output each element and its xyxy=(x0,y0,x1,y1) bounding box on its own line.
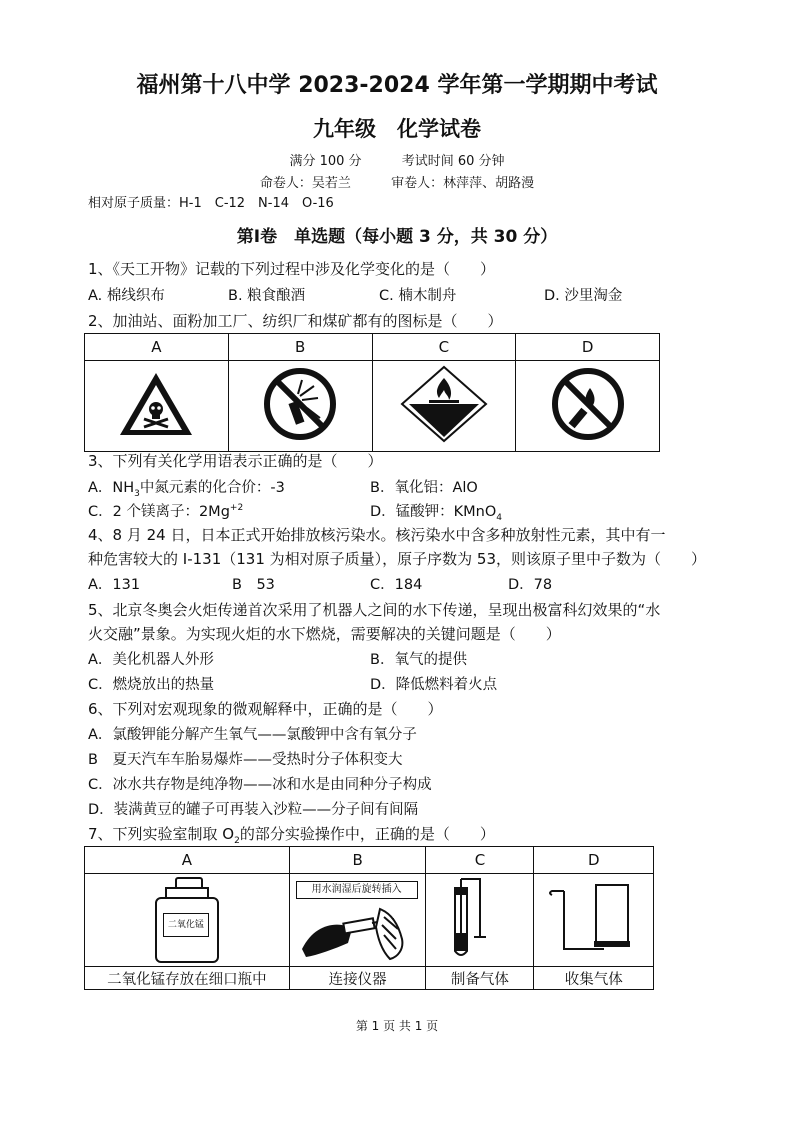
q5-line2: 火交融”景象。为实现火炬的水下燃烧，需要解决的关键问题是（ ） xyxy=(88,625,561,643)
q6-option-b: B 夏天汽车车胎易爆炸——受热时分子体积变大 xyxy=(88,752,403,768)
gas-collection-apparatus-icon xyxy=(544,875,644,961)
no-open-flame-icon xyxy=(550,366,626,442)
q2-cell-d xyxy=(516,361,660,452)
author: 命卷人：吴若兰 xyxy=(259,176,351,191)
q7-caption-c: 制备气体 xyxy=(426,967,534,990)
q7-header-b: B xyxy=(289,847,426,874)
full-score: 满分 100 分 xyxy=(289,154,362,169)
q4-option-b: B 53 xyxy=(232,577,275,593)
q3-option-d: D．锰酸钾：KMnO$_4$ xyxy=(370,504,503,523)
bottle-label: 二氧化锰 xyxy=(163,913,209,937)
q2-header-a: A xyxy=(85,334,229,361)
atomic-mass-line: 相对原子质量：H-1 C-12 N-14 O-16 xyxy=(88,196,334,211)
exam-time: 考试时间 60 分钟 xyxy=(401,154,505,169)
reviewer: 审卷人：林萍萍、胡路漫 xyxy=(391,176,535,191)
section-title: 第Ⅰ卷 单选题（每小题 3 分，共 30 分） xyxy=(236,227,558,247)
q1-option-a: A. 棉线织布 xyxy=(88,288,165,304)
q7-image-b xyxy=(289,874,426,967)
q6-option-c: C．冰水共存物是纯净物——冰和水是由同种分子构成 xyxy=(88,777,432,793)
q7-caption-d: 收集气体 xyxy=(534,967,654,990)
q7-image-c xyxy=(426,874,534,967)
q7-header-a: A xyxy=(85,847,290,874)
q2-cell-a xyxy=(85,361,229,452)
q3-option-a: A．$NH_3$中氮元素的化合价：-3 xyxy=(88,480,285,499)
q7-header-c: C xyxy=(426,847,534,874)
q4-option-c: C．184 xyxy=(370,577,423,593)
q2-header-c: C xyxy=(372,334,516,361)
q7-caption-a: 二氧化锰存放在细口瓶中 xyxy=(85,967,290,990)
q2-icon-table xyxy=(84,333,660,452)
q4-option-a: A．131 xyxy=(88,577,141,593)
q1-stem: 1、《天工开物》记载的下列过程中涉及化学变化的是（ ） xyxy=(88,260,496,278)
toxic-warning-icon xyxy=(116,369,196,439)
q4-line1: 4、8 月 24 日，日本正式开始排放核污染水。核污染水中含多种放射性元素，其中有一 xyxy=(88,526,666,544)
corrosive-diamond-icon xyxy=(399,364,489,444)
q2-cell-c xyxy=(372,361,516,452)
q1-option-c: C. 楠木制舟 xyxy=(379,288,457,304)
authors xyxy=(0,172,794,191)
reagent-bottle-icon xyxy=(147,877,227,963)
school-title: 福州第十八中学 2023-2024 学年第一学期期中考试 xyxy=(136,73,658,98)
q6-option-d: D．装满黄豆的罐子可再装入沙粒——分子间有间隔 xyxy=(88,802,419,818)
q6-stem: 6、下列对宏观现象的微观解释中，正确的是（ ） xyxy=(88,700,443,718)
page-footer: 第 1 页 共 1 页 xyxy=(355,1019,439,1033)
q3-option-b: B．氧化铝：AlO xyxy=(370,480,478,496)
q2-header-d: D xyxy=(516,334,660,361)
connect-tube-icon xyxy=(298,899,418,961)
q5-option-b: B．氧气的提供 xyxy=(370,652,467,668)
q6-option-a: A．氯酸钾能分解产生氧气——氯酸钾中含有氧分子 xyxy=(88,727,417,743)
exam-info xyxy=(0,150,794,169)
q5-option-d: D．降低燃料着火点 xyxy=(370,677,498,693)
q7-image-a xyxy=(85,874,290,967)
q4-line2: 种危害较大的 I-131（131 为相对原子质量），原子序数为 53，则该原子里中子数为（ ） xyxy=(88,550,706,568)
q1-option-d: D. 沙里淘金 xyxy=(544,288,623,304)
q4-option-d: D．78 xyxy=(508,577,553,593)
q2-header-b: B xyxy=(228,334,372,361)
q5-line1: 5、北京冬奥会火炬传递首次采用了机器人之间的水下传递，呈现出极富科幻效果的“水 xyxy=(88,601,661,619)
q3-option-c: C．2 个镁离子：$2Mg^{+2}$ xyxy=(88,503,244,520)
q2-stem: 2、加油站、面粉加工厂、纺织厂和煤矿都有的图标是（ ） xyxy=(88,312,503,330)
q5-option-c: C．燃烧放出的热量 xyxy=(88,677,215,693)
gas-generation-apparatus-icon xyxy=(440,875,520,961)
q7-image-d xyxy=(534,874,654,967)
q7-stem: 7、下列实验室制取 $O_2$的部分实验操作中，正确的是（ ） xyxy=(88,825,495,846)
q1-option-b: B. 粮食酿酒 xyxy=(228,288,306,304)
q7-caption-b: 连接仪器 xyxy=(289,967,426,990)
grade-title: 九年级 化学试卷 xyxy=(313,117,481,141)
q7-operation-table xyxy=(84,846,654,990)
q5-option-a: A．美化机器人外形 xyxy=(88,652,214,668)
instruction-label: 用水润湿后旋转插入 xyxy=(296,881,418,899)
q2-cell-b xyxy=(228,361,372,452)
q3-stem: 3、下列有关化学用语表示正确的是（ ） xyxy=(88,452,383,470)
q7-header-d: D xyxy=(534,847,654,874)
no-fireworks-icon xyxy=(262,366,338,442)
